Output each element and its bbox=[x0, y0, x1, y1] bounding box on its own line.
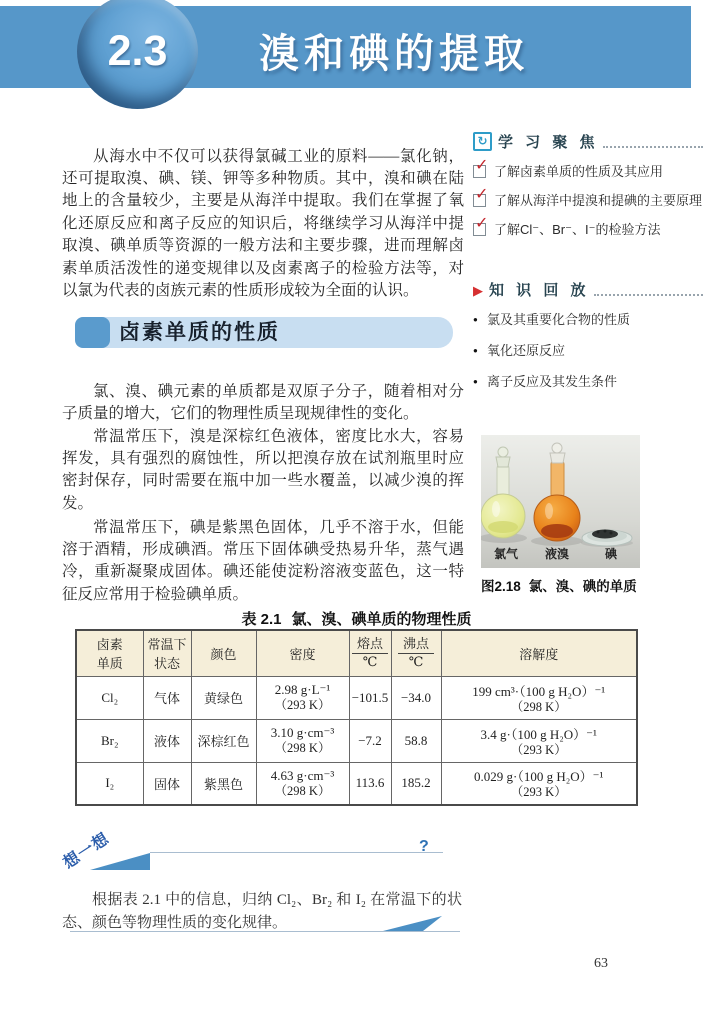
review-item bbox=[473, 372, 705, 391]
section-number: 2.3 bbox=[107, 27, 168, 75]
density-condition: （298 K） bbox=[274, 783, 331, 798]
cell-boiling-point: 58.8 bbox=[391, 719, 441, 762]
section-title: 卤素单质的性质 bbox=[119, 321, 280, 344]
cell-color: 黄绿色 bbox=[191, 676, 256, 719]
page-number: 63 bbox=[594, 956, 608, 971]
focus-icon: ↻ bbox=[473, 132, 492, 151]
cell-density bbox=[256, 762, 349, 805]
cell-formula: I₂ bbox=[76, 762, 143, 805]
cell-melting-point: 113.6 bbox=[349, 762, 391, 805]
focus-item bbox=[473, 215, 705, 239]
review-title: 知 识 回 放 bbox=[489, 282, 590, 299]
review-items bbox=[473, 310, 705, 391]
solubility-value: 0.029 g·（100 g H₂O）⁻¹ bbox=[474, 769, 604, 785]
header-color: 颜色 bbox=[191, 630, 256, 676]
header-boiling-point: $\frac{\text{沸点}}{℃}$ bbox=[391, 630, 441, 676]
cell-melting-point: −7.2 bbox=[349, 719, 391, 762]
cell-boiling-point: −34.0 bbox=[391, 676, 441, 719]
table-row bbox=[76, 719, 637, 762]
think-triangle-icon bbox=[90, 853, 150, 870]
check-mark-icon: ✓ bbox=[475, 157, 489, 174]
solubility-condition: （293 K） bbox=[510, 742, 567, 757]
cell-state: 气体 bbox=[143, 676, 191, 719]
dotted-leader bbox=[603, 146, 703, 148]
table-header-row bbox=[76, 630, 637, 676]
properties-table bbox=[75, 629, 638, 806]
solubility-value: 199 cm³·（100 g H₂O）⁻¹ bbox=[472, 683, 606, 699]
focus-box bbox=[473, 131, 705, 249]
header-state: 常温下 状态 bbox=[143, 630, 191, 676]
solubility-condition: （298 K） bbox=[510, 699, 567, 714]
cell-solubility bbox=[441, 719, 637, 762]
question-mark-icon: ? bbox=[419, 838, 429, 855]
cell-boiling-point: 185.2 bbox=[391, 762, 441, 805]
density-value: 4.63 g·cm⁻³ bbox=[270, 767, 335, 783]
density-value: 2.98 g·L⁻¹ bbox=[274, 682, 331, 697]
check-mark-icon: ✓ bbox=[475, 186, 489, 203]
paragraph: 常温常压下，溴是深棕红色液体，密度比水大，容易挥发，具有强烈的腐蚀性，所以把溴存放在试剂瓶里时应密封保存，同时需要在瓶中加一些水覆盖，以减少溴的挥发。 bbox=[62, 427, 464, 512]
play-icon: ▶ bbox=[473, 283, 483, 298]
review-item-text: 离子反应及其发生条件 bbox=[487, 374, 618, 389]
properties-table-body bbox=[76, 676, 637, 805]
think-paragraph: 根据表 2.1 中的信息，归纳 Cl₂、Br₂ 和 I₂ 在常温下的状态、颜色等物理性质的变化规律。 bbox=[62, 892, 462, 931]
cell-state: 固体 bbox=[143, 762, 191, 805]
paragraph: 常温常压下，碘是紫黑色固体，几乎不溶于水，但能溶于酒精，形成碘酒。常压下固体碘受热易升华，蒸气遇冷，重新凝聚成固体。碘还能使淀粉溶液变蓝色，这一特征反应常用于检验碘单质。 bbox=[62, 518, 464, 603]
header-melting-point: $\frac{\text{熔点}}{℃}$ bbox=[349, 630, 391, 676]
header-solubility: 溶解度 bbox=[441, 630, 637, 676]
cell-color: 深棕红色 bbox=[191, 719, 256, 762]
cell-density bbox=[256, 719, 349, 762]
review-item-text: 氯及其重要化合物的性质 bbox=[487, 312, 631, 327]
focus-item-text: 了解从海洋中提溴和提碘的主要原理 bbox=[494, 193, 703, 208]
paragraph: 氯、溴、碘元素的单质都是双原子分子，随着相对分子质量的增大，它们的物理性质呈现规律性的变化。 bbox=[62, 382, 464, 422]
focus-header bbox=[473, 131, 705, 152]
section-number-circle bbox=[77, 0, 198, 109]
figure-caption bbox=[481, 575, 707, 595]
checkbox-checked-icon bbox=[473, 186, 489, 207]
cell-density bbox=[256, 676, 349, 719]
figure-caption-label: 图2.18 bbox=[481, 579, 521, 594]
focus-item-text: 了解卤素单质的性质及其应用 bbox=[494, 164, 664, 179]
focus-title: 学 习 聚 焦 bbox=[498, 134, 599, 151]
cell-color: 紫黑色 bbox=[191, 762, 256, 805]
table-title-label: 表 2.1 bbox=[241, 611, 282, 628]
figure-photo bbox=[481, 435, 640, 568]
cell-solubility bbox=[441, 676, 637, 719]
figure-label-iodine: 碘 bbox=[604, 547, 618, 561]
focus-item-text: 了解Cl⁻、Br⁻、I⁻的检验方法 bbox=[494, 222, 661, 237]
check-mark-icon: ✓ bbox=[475, 215, 489, 232]
header-density: 密度 bbox=[256, 630, 349, 676]
focus-item bbox=[473, 157, 705, 181]
table-title bbox=[75, 608, 638, 629]
table-row bbox=[76, 762, 637, 805]
solubility-value: 3.4 g·（100 g H₂O）⁻¹ bbox=[480, 726, 597, 742]
header-halogen: 卤素 单质 bbox=[76, 630, 143, 676]
intro-paragraph: 从海水中不仅可以获得氯碱工业的原料——氯化钠，还可提取溴、碘、镁、钾等多种物质。其中，溴和碘在陆地上的含量较少，主要是从海洋中提取。我们在掌握了氧化还原反应和离子反应的知识后，将继续学习从海洋中提取溴、碘单质等资源的一般方法和主要步骤，进而理解卤素单质活泼性的递变规律以及卤素离子的检验方法等，对以氯为代表的卤族元素的性质形成较为全面的认识。 bbox=[62, 147, 464, 299]
density-value: 3.10 g·cm⁻³ bbox=[270, 725, 335, 740]
chapter-title: 溴和碘的提取 bbox=[259, 32, 529, 76]
cell-state: 液体 bbox=[143, 719, 191, 762]
density-condition: （293 K） bbox=[274, 698, 331, 712]
cell-solubility bbox=[441, 762, 637, 805]
figure-caption-text: 氯、溴、碘的单质 bbox=[528, 579, 637, 594]
bullet-icon: ● bbox=[473, 377, 478, 386]
cell-formula: Br₂ bbox=[76, 719, 143, 762]
think-top-line bbox=[150, 852, 443, 853]
density-condition: （298 K） bbox=[274, 741, 331, 755]
review-header bbox=[473, 279, 705, 300]
dotted-leader bbox=[594, 294, 703, 296]
cell-formula: Cl₂ bbox=[76, 676, 143, 719]
table-row bbox=[76, 676, 637, 719]
figure-label-bromine: 液溴 bbox=[544, 547, 570, 561]
review-item-text: 氧化还原反应 bbox=[487, 343, 566, 358]
review-item bbox=[473, 341, 705, 360]
checkbox-checked-icon bbox=[473, 157, 489, 178]
checkbox-checked-icon bbox=[473, 215, 489, 236]
focus-items bbox=[473, 157, 705, 239]
iodine-dish bbox=[582, 530, 632, 547]
bullet-icon: ● bbox=[473, 346, 478, 355]
solubility-condition: （293 K） bbox=[510, 785, 567, 800]
review-item bbox=[473, 310, 705, 329]
figure-label-chlorine: 氯气 bbox=[493, 547, 519, 561]
table-header bbox=[76, 630, 637, 676]
focus-item bbox=[473, 186, 705, 210]
think-arrow-icon bbox=[383, 915, 442, 931]
cell-melting-point: −101.5 bbox=[349, 676, 391, 719]
review-box bbox=[473, 279, 705, 403]
section-banner-accent bbox=[75, 317, 110, 348]
table-title-text: 氯、溴、碘单质的物理性质 bbox=[291, 611, 472, 628]
think-bottom-line bbox=[70, 931, 460, 932]
section-banner bbox=[75, 317, 453, 348]
bullet-icon: ● bbox=[473, 315, 478, 324]
think-title: 想一想 bbox=[60, 830, 113, 873]
